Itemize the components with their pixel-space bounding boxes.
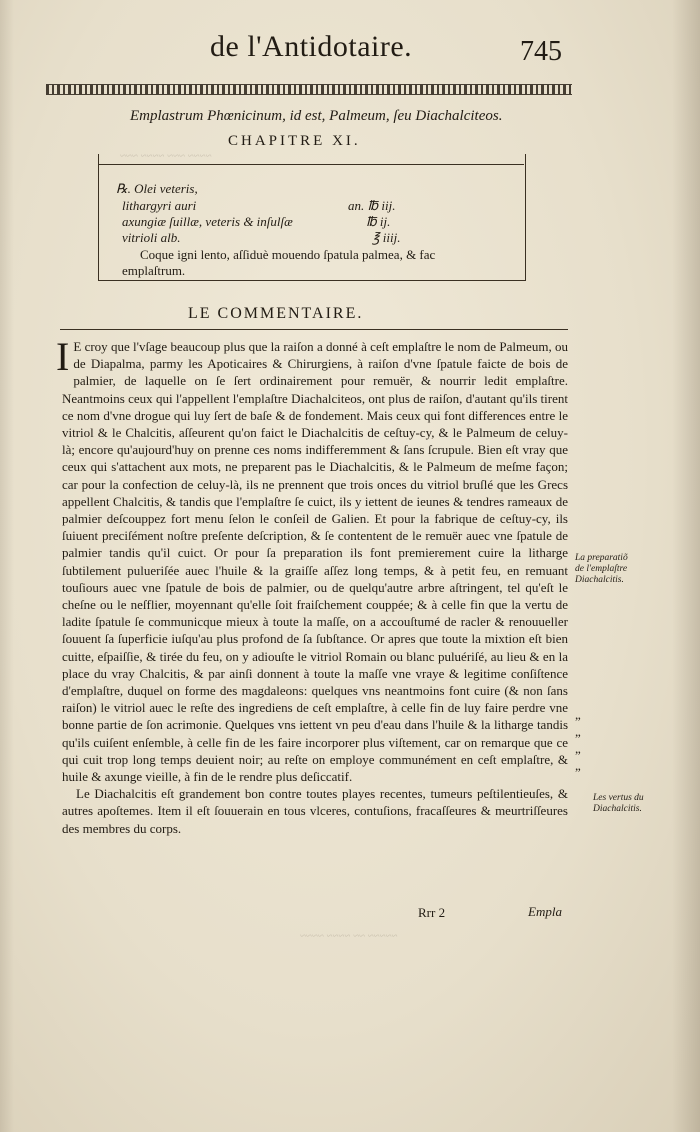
catchword: Empla — [528, 904, 562, 919]
margin-note: La preparatiõ de l'emplaſtre Diachalcitis. — [575, 553, 628, 585]
bleed-through: ~~~~ ~~~ ~~~~ ~~~ — [120, 150, 212, 162]
recipe-item — [122, 198, 196, 214]
recipe-qty — [372, 230, 400, 246]
paragraph-text: E croy que l'vſage beaucoup plus que la raiſon a donné à ceſt emplaſtre le nom de Palmeum, ou de Diapalma, parmy les Apoticaires & Chirurgiens, à raiſon d'vne ſpatule faicte de bois de palmier, de laquelle on ſe ſert ordinairement pour remuër, & nourrir ledit emplaſtre. Neantmoins ceux qui l'appellent l'emplaſtre Diachalciteos, ont plus de raiſon, d'autant qu'ils tirent ce nom d'vne drogue qui luy ſert de baſe & de fondement. Mais ceux qui font differences entre le vitriol & le Chalcitis, aſſeurent qu'on faict le Diachalcitis de ceſtuy-cy, & le Palmeum de celuy-là; encore qu'aujourd'huy on prenne ces noms indifferemment & ſans ſcrupule. Bien eſt vray que ceux qui s'attachent aux mots, ne preparent pas le Diachalcitis, & le Palmeum de meſme façon; car pour la confection de celuy-là, ils ne prennent que trois onces du vitriol bruſlé que les Grecs appellent Chalcitis, & tandis que l'emplaſtre ſe cuict, ils y iettent de ieunes & tendres rameaux de palmier deſcouppez fort menu ſelon le conſeil de Galien. Et pour la fabrique de ceſtuy-cy, ils ſuiuent preciſément noſtre preſente deſcription, & ſe contentent de le remuër auec vne ſpatule de palmier tandis qu'il cuict. Or pour ſa preparation ils font premierement cuire la litharge ſubtilement pulueriſée auec l'huile & la graiſſe aſſez long temps, & à petit feu, en remuant touſiours auec vne ſpatule de bois de palmier, ou de quelqu'autre arbre aſtringent, tel qu'eſt le cheſne ou le neſflier, moyennant qu'elle ſoit fraiſchement couppée; & à celle fin que la vertu de ladite ſpatule ſe communicque mieux à toute la maſſe, on a accouſtumé de racler & renouueller ſouuent ſa ſuperficie iuſqu'au plus profond de ſa ſubſtance. Or apres que toute la mixtion eſt bien cuitte, eſpaiſſie, & tirée du feu, on y adiouſte le vitriol Romain ou blanc puluériſé, au lieu & en la place du vray Chalcitis, & par ainſi donnent à toute la maſſe vne vraye & legitime conſiſtence d'emplaſtre, duquel on forme des magdaleons: quelques vns neantmoins font cuire (& non ſans raiſon) le vitriol auec le reſte des ingrediens de ceſt emplaſtre, à celle fin de luy faire perdre vne bonne partie de ſon acrimonie. Quelques vns iettent vn peu d'eau dans l'huile & la litharge tandis qu'ils cuiſent enſemble, à celle fin de les faire incorporer plus viſtement, car on remarque que ce qui cuit trop long temps deuient noir; au reſte on employe communément en ceſt emplaſtre, & huile & axunge vieille, à fin de le rendre plus deſiccatif. — [62, 339, 568, 785]
quantity: ℥ iiij. — [372, 230, 401, 245]
signature-mark: Rrr 2 — [418, 905, 446, 920]
recipe-instruction: Coque igni lento, aſſiduè mouendo ſpatula palmea, & fac — [140, 247, 436, 262]
quote-mark: „ — [575, 758, 581, 773]
quantity: an. ℔ iij. — [348, 198, 396, 213]
commentary-rule — [60, 329, 568, 330]
recipe-instruction: emplaſtrum. — [122, 263, 186, 278]
ornament-border — [46, 84, 572, 95]
page-edge-shadow — [672, 0, 700, 1132]
recipe-item — [122, 214, 293, 230]
commentary-body — [56, 334, 568, 837]
page-number: 745 — [520, 36, 562, 67]
drop-cap: I — [56, 334, 70, 379]
gutter-shadow — [0, 0, 14, 1132]
paragraph — [56, 334, 568, 785]
quantity: ℔ ij. — [366, 214, 391, 229]
recipe-item — [122, 230, 181, 246]
chapter-heading: CHAPITRE XI. — [228, 133, 361, 149]
recipe-qty — [366, 214, 390, 230]
bleed-through: ~~~~~ ~~ ~~~~ ~~~~ — [300, 930, 398, 942]
ingredient: vitrioli alb. — [122, 230, 181, 245]
paragraph: Le Diachalcitis eſt grandement bon contre toutes playes recentes, tumeurs peſtilentieuſes, & autres apoſtemes. Item il eſt ſouuerain en tous vlceres, contuſions, fracaſſeures & meurtriſſeures des membres du corps. — [62, 786, 568, 836]
quote-mark: „ — [575, 741, 581, 756]
ingredient: ℞. Olei veteris, — [116, 181, 198, 196]
quote-mark: „ — [575, 724, 581, 739]
chapter-subtitle: Emplastrum Phœnicinum, id est, Palmeum, ſeu Diachalciteos. — [130, 108, 503, 124]
ingredient: lithargyri auri — [122, 198, 197, 213]
recipe-qty — [348, 198, 395, 214]
quote-mark: „ — [575, 707, 581, 722]
commentary-heading: LE COMMENTAIRE. — [188, 305, 364, 322]
recipe-item — [116, 181, 198, 197]
ingredient: axungiæ ſuillæ, veteris & inſulſæ — [122, 214, 293, 229]
margin-note: Les vertus du Diachalcitis. — [593, 793, 644, 814]
running-head: de l'Antidotaire. — [210, 30, 413, 63]
